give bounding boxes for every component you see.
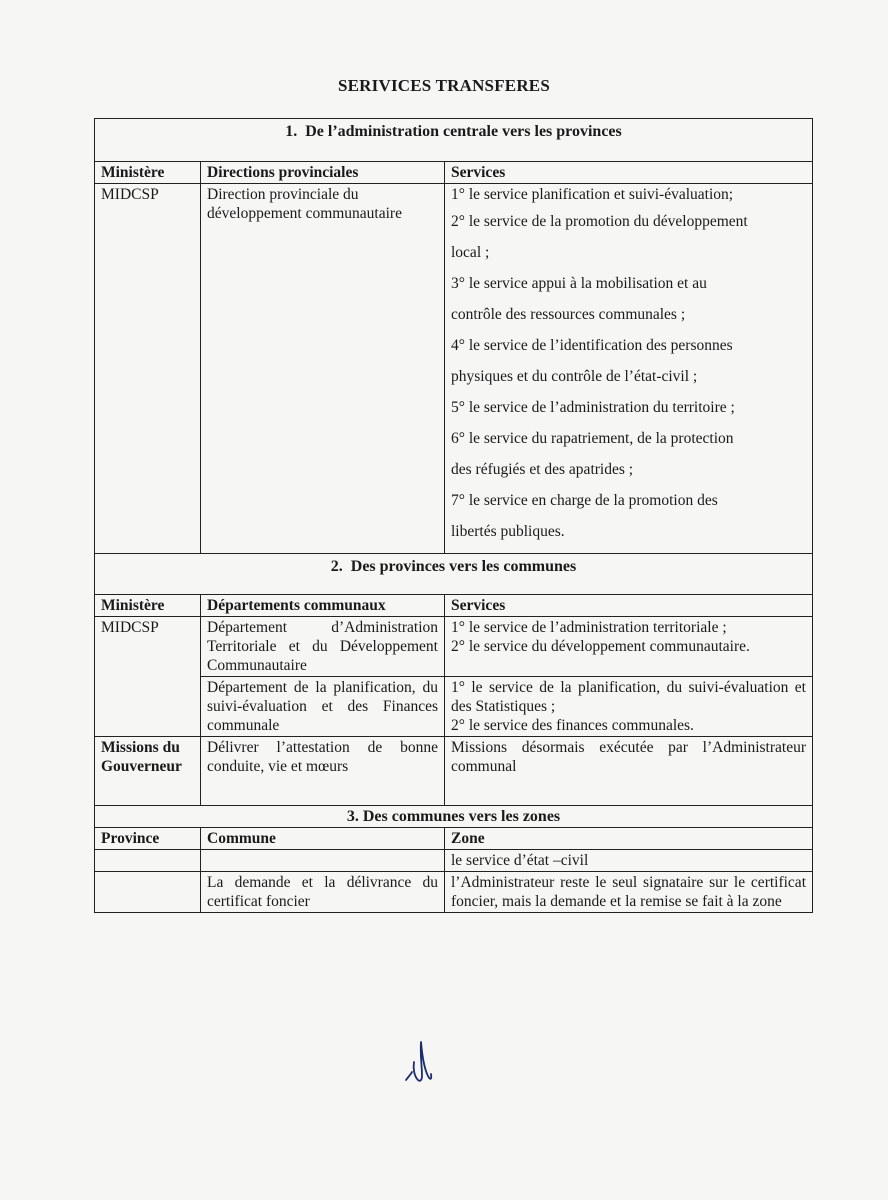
header-ministere: Ministère: [95, 162, 201, 184]
province-cell: [95, 872, 201, 913]
header-services: Services: [445, 595, 813, 617]
ministere-cell: MIDCSP: [95, 184, 201, 554]
departement-cell: Département d’Administration Territoriale et du Développement Communautaire: [201, 617, 445, 677]
section-3-row-1: [95, 850, 813, 872]
section-2-title-row: [95, 554, 813, 595]
direction-cell: Direction provinciale du développement communautaire: [201, 184, 445, 554]
services-table: [94, 118, 813, 913]
departement-cell: Département de la planification, du suivi-évaluation et des Finances communale: [201, 677, 445, 737]
services-list: [445, 184, 813, 554]
section-2-missions-row: [95, 737, 813, 806]
service-line: 1° le service de l’administration territoriale ;: [451, 619, 727, 636]
province-cell: [95, 850, 201, 872]
services-cell: [445, 617, 813, 677]
service-line: 3° le service appui à la mobilisation et au: [451, 275, 707, 292]
service-line: 2° le service des finances communales.: [451, 717, 694, 734]
service-line: contrôle des ressources communales ;: [451, 306, 686, 323]
header-directions: Directions provinciales: [201, 162, 445, 184]
commune-cell: [201, 850, 445, 872]
section-3-header-row: [95, 828, 813, 850]
section-2-title: 2. Des provinces vers les communes: [330, 558, 577, 575]
section-2-row-2: [95, 677, 813, 737]
section-2-header-row: [95, 595, 813, 617]
service-line: 2° le service de la promotion du développement: [451, 213, 748, 230]
section-3-title: 3. Des communes vers les zones: [346, 808, 561, 825]
service-line: 7° le service en charge de la promotion des: [451, 492, 718, 509]
header-province: Province: [95, 828, 201, 850]
missions-text: Délivrer l’attestation de bonne conduite, vie et mœurs: [201, 737, 445, 806]
service-line: local ;: [451, 244, 490, 261]
header-services: Services: [445, 162, 813, 184]
service-line: des réfugiés et des apatrides ;: [451, 461, 634, 478]
missions-service: Missions désormais exécutée par l’Administrateur communal: [445, 737, 813, 806]
section-1-title: 1. De l’administration centrale vers les provinces: [285, 123, 622, 140]
service-line: libertés publiques.: [451, 523, 565, 540]
header-departements: Départements communaux: [201, 595, 445, 617]
ministere-cell: MIDCSP: [95, 617, 201, 737]
missions-label: Missions du Gouverneur: [95, 737, 201, 806]
services-cell: [445, 677, 813, 737]
header-zone: Zone: [445, 828, 813, 850]
header-ministere: Ministère: [95, 595, 201, 617]
service-line: physiques et du contrôle de l’état-civil ;: [451, 368, 698, 385]
zone-cell: l’Administrateur reste le seul signataire sur le certificat foncier, mais la demande et la remise se fait à la zone: [445, 872, 813, 913]
service-line: 6° le service du rapatriement, de la protection: [451, 430, 734, 447]
service-line: 1° le service planification et suivi-évaluation;: [451, 186, 734, 203]
header-commune: Commune: [201, 828, 445, 850]
service-line: 4° le service de l’identification des personnes: [451, 337, 733, 354]
section-1-row: [95, 184, 813, 554]
commune-cell: La demande et la délivrance du certificat foncier: [201, 872, 445, 913]
service-line: 1° le service de la planification, du suivi-évaluation et des Statistiques ;: [451, 679, 806, 715]
section-3-row-2: [95, 872, 813, 913]
signature-mark: [400, 1036, 440, 1086]
section-2-row-1: [95, 617, 813, 677]
service-line: 2° le service du développement communautaire.: [451, 638, 750, 655]
section-3-title-row: [95, 806, 813, 828]
section-1-title-row: [95, 119, 813, 162]
page-title: SERIVICES TRANSFERES: [337, 76, 550, 95]
section-1-header-row: [95, 162, 813, 184]
zone-cell: le service d’état –civil: [445, 850, 813, 872]
service-line: 5° le service de l’administration du territoire ;: [451, 399, 735, 416]
